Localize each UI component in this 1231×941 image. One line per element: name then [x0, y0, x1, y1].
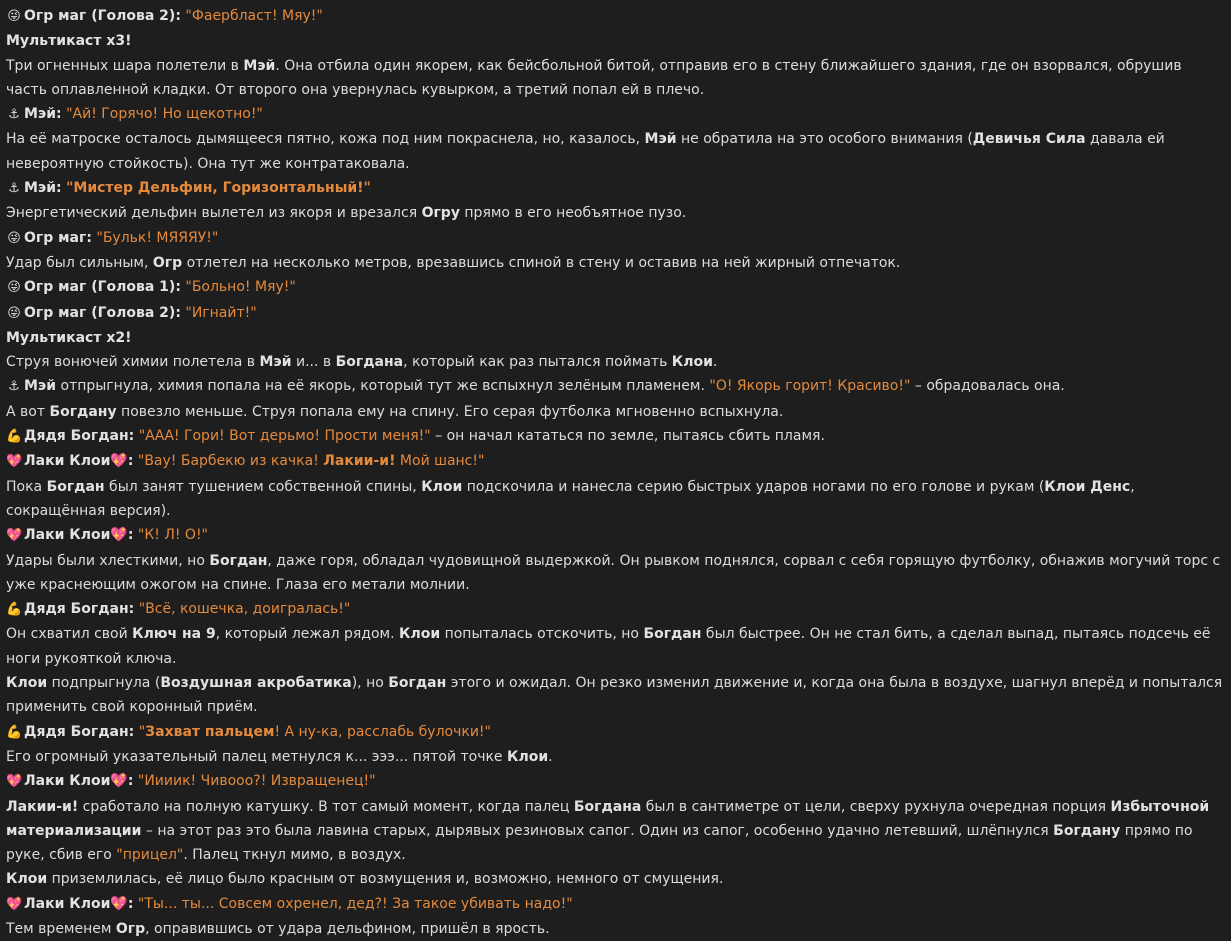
ogre-face-icon: 😜 [7, 280, 21, 296]
narration-paragraph [6, 795, 1223, 868]
bold-name: Лаки Клои [24, 453, 111, 470]
text-segment: этого и ожидал. Он резко изменил движение и, когда она была в воздухе, шагнул вперёд и попытался применить свой коронный приём. [6, 675, 1223, 716]
narration-paragraph [6, 127, 1223, 176]
bold-name: Клои Денс [1044, 478, 1131, 495]
text-segment: . Она отбила один якорем, как бейсбольной битой, отправив его в стену ближайшего здания, где он взорвался, обрушив часть оплавленной кладки. От второго она увернулась кувырком, а третий попал ей в плечо. [6, 57, 1182, 98]
text-segment: попыталась отскочить, но [440, 626, 644, 643]
text-segment: Удар был сильным, [6, 254, 153, 271]
quoted-speech: "К! Л! О!" [137, 527, 208, 544]
narration-paragraph [6, 917, 1223, 941]
text-segment: был занят тушением собственной спины, [104, 478, 422, 495]
quoted-speech: "О! Якорь горит! Красиво!" [709, 378, 911, 395]
dialogue-line [6, 769, 1223, 794]
text-segment: На её матроске осталось дымящееся пятно, кожа под ним покраснела, но, казалось, [6, 131, 645, 148]
quoted-speech: "Фаербласт! Мяу!" [185, 8, 323, 24]
bold-name: Лаки Клои [24, 527, 111, 544]
quoted-speech: "ААА! Гори! Вот дерьмо! Прости меня!" [138, 428, 431, 445]
dialogue-line [6, 597, 1223, 622]
quoted-speech: ! А ну-ка, расслабь булочки!" [274, 723, 491, 740]
text-segment: Три огненных шара полетели в [6, 57, 244, 74]
anchor-icon: ⚓ [8, 107, 20, 123]
quoted-speech: "прицел" [116, 847, 184, 864]
text-segment: отпрыгнула, химия попала на её якорь, который тут же вспыхнул зелёным пламенем. [56, 378, 710, 395]
narration-paragraph [6, 251, 1223, 275]
flexed-biceps-icon: 💪 [6, 429, 23, 445]
text-segment: , оправившись от удара дельфином, пришёл в ярость. [145, 920, 550, 937]
bold-name: Мэй [259, 354, 292, 371]
heart-icon: 💖 [110, 453, 128, 470]
text-segment: Струя вонючей химии полетела в [6, 354, 260, 371]
bold-name: Девичья Сила [972, 131, 1086, 148]
bold-name: Избыточной материализации [6, 798, 1210, 839]
dialogue-line [6, 102, 1223, 127]
ogre-face-icon: 😜 [7, 305, 21, 321]
bold-name: Клои [421, 478, 463, 495]
narration-paragraph [6, 745, 1223, 769]
text-segment: прямо по руке, сбив его [6, 822, 1193, 864]
dialogue-line [6, 449, 1223, 474]
bold-name: Огру [421, 205, 460, 222]
bold-name: Богдан [388, 675, 447, 692]
bold-name: Огр [115, 920, 146, 937]
text-segment: Удары были хлесткими, но [6, 552, 210, 569]
quoted-speech: "Больно! Мяу!" [185, 279, 296, 296]
bold-name: Мультикаст x3! [6, 33, 132, 50]
narration-paragraph [6, 201, 1223, 225]
dialogue-line [6, 424, 1223, 449]
text-segment: . Палец ткнул мимо, в воздух. [183, 847, 406, 864]
text-segment: прямо в его необъятное пузо. [459, 205, 687, 222]
dialogue-line [6, 720, 1223, 745]
bold-name: Богдану [49, 403, 117, 420]
bold-name: Огр маг (Голова 2): [24, 304, 181, 321]
dialogue-line [6, 4, 1223, 29]
bold-name: Дядя Богдан: [24, 428, 135, 445]
text-segment: , сокращённая версия). [6, 478, 1135, 519]
bold-name: Дядя Богдан: [24, 601, 135, 618]
text-segment: был быстрее. Он не стал бить, а сделал выпад, пытаясь подсечь её ноги рукояткой ключа. [6, 626, 1211, 667]
bold-name: Клои [671, 354, 713, 371]
quoted-speech: "Ты... ты... Совсем охренел, дед?! За такое убивать надо!" [137, 895, 573, 912]
quoted-speech: "Вау! Барбекю из качка! [137, 453, 324, 470]
heart-icon: 💖 [6, 454, 23, 470]
quoted-speech: Лакии-и! [323, 453, 396, 470]
heart-icon: 💖 [110, 527, 128, 544]
text-segment: А вот [6, 403, 50, 420]
text-segment: Энергетический дельфин вылетел из якоря и врезался [6, 205, 422, 222]
text-segment: , даже горя, обладал чудовищной выдержкой. Он рывком поднялся, сорвал с себя горящую футболку, обнажив могучий торс с уже краснеющим ожогом на спине. Глаза его метали молнии. [6, 552, 1221, 593]
bold-name: Богдан [209, 552, 268, 569]
dialogue-line [6, 301, 1223, 326]
bold-name: Богдана [573, 798, 642, 815]
ogre-face-icon: 😜 [7, 230, 21, 246]
text-segment: повезло меньше. Струя попала ему на спину. Его серая футболка мгновенно вспыхнула. [116, 403, 784, 420]
text-segment: – он начал кататься по земле, пытаясь сбить пламя. [430, 428, 825, 445]
dialogue-line [6, 176, 1223, 201]
bold-name: Ключ на 9 [132, 626, 216, 643]
bold-name: Огр [152, 254, 183, 271]
heart-icon: 💖 [110, 895, 128, 912]
bold-name: Воздушная акробатика [160, 675, 352, 692]
text-segment: Его огромный указательный палец метнулся к... эээ... пятой точке [6, 748, 507, 765]
bold-name: Клои [399, 626, 441, 643]
bold-name: Огр маг: [24, 229, 92, 246]
narration-paragraph [6, 549, 1223, 598]
narration-paragraph [6, 350, 1223, 374]
flexed-biceps-icon: 💪 [6, 602, 23, 618]
bold-name: : [127, 453, 134, 470]
bold-name: : [127, 895, 134, 912]
heart-icon: 💖 [6, 528, 23, 544]
bold-name: Клои [507, 748, 549, 765]
narration-paragraph [6, 475, 1223, 524]
quoted-speech: Захват пальцем [145, 723, 275, 740]
quoted-speech: "Мистер Дельфин, Горизонтальный!" [66, 180, 371, 197]
quoted-speech: "Игнайт!" [185, 304, 257, 321]
dialogue-line [6, 523, 1223, 548]
text-segment: Тем временем [6, 920, 116, 937]
bold-name: Лакии-и! [6, 798, 79, 815]
bold-name: Богдана [335, 354, 404, 371]
bold-name: Огр маг (Голова 1): [24, 279, 181, 296]
text-segment: ), но [351, 675, 389, 692]
ogre-face-icon: 😜 [7, 9, 21, 24]
dialogue-line [6, 275, 1223, 300]
bold-name: Богдан [643, 626, 702, 643]
bold-name: Мэй [243, 57, 276, 74]
bold-name: Мэй [644, 131, 677, 148]
narration-paragraph [6, 29, 1223, 53]
heart-icon: 💖 [6, 774, 23, 790]
narration-paragraph [6, 400, 1223, 424]
quoted-speech: "Иииик! Чивооо?! Извращенец!" [137, 773, 376, 790]
bold-name: : [127, 773, 134, 790]
text-segment: – обрадовалась она. [910, 378, 1065, 395]
narration-paragraph [6, 867, 1223, 891]
text-segment: приземлилась, её лицо было красным от возмущения и, возможно, немного от смущения. [47, 871, 724, 888]
heart-icon: 💖 [110, 773, 128, 790]
text-segment: отлетел на несколько метров, врезавшись спиной в стену и оставив на ней жирный отпечаток. [182, 254, 901, 271]
text-segment: , который лежал рядом. [215, 626, 399, 643]
quoted-speech: "Ай! Горячо! Но щекотно!" [66, 106, 263, 123]
text-segment: и... в [291, 354, 336, 371]
dialogue-line [6, 226, 1223, 251]
bold-name: Богдан [46, 478, 105, 495]
text-segment: сработало на полную катушку. В тот самый момент, когда палец [78, 798, 574, 815]
quoted-speech: Мой шанс!" [395, 453, 485, 470]
flexed-biceps-icon: 💪 [6, 724, 23, 740]
bold-name: Дядя Богдан: [24, 723, 135, 740]
bold-name: Лаки Клои [24, 773, 111, 790]
text-segment: был в сантиметре от цели, сверху рухнула очередная порция [641, 798, 1111, 815]
bold-name: Мэй: [24, 106, 62, 123]
text-segment: Он схватил свой [6, 626, 133, 643]
narration-paragraph [6, 374, 1223, 399]
quoted-speech: "Всё, кошечка, доигралась!" [138, 601, 351, 618]
bold-name: Мультикаст x2! [6, 329, 132, 346]
bold-name: Огр маг (Голова 2): [24, 8, 181, 24]
quoted-speech: "Бульк! МЯЯЯУ!" [96, 229, 219, 246]
quoted-speech: " [138, 723, 146, 740]
dialogue-line [6, 892, 1223, 917]
text-segment: – на этот раз это была лавина старых, дырявых резиновых сапог. Один из сапог, особенно удачно летевший, шлёпнулся [141, 822, 1054, 839]
text-segment: давала ей невероятную стойкость). Она тут же контратаковала. [6, 131, 1165, 172]
bold-name: Мэй [24, 378, 57, 395]
bold-name: Клои [6, 675, 48, 692]
text-segment: . [712, 354, 718, 371]
anchor-icon: ⚓ [8, 379, 20, 395]
text-segment: подскочила и нанесла серию быстрых ударов ногами по его голове и рукам ( [462, 478, 1045, 495]
bold-name: Клои [6, 871, 48, 888]
anchor-icon: ⚓ [8, 181, 20, 197]
bold-name: : [127, 527, 134, 544]
text-segment: подпрыгнула ( [47, 675, 161, 692]
text-segment: не обратила на это особого внимания ( [676, 131, 973, 148]
text-segment: , который как раз пытался поймать [403, 354, 672, 371]
bold-name: Лаки Клои [24, 895, 111, 912]
bold-name: Мэй: [24, 180, 62, 197]
narration-paragraph [6, 622, 1223, 671]
narration-paragraph [6, 54, 1223, 103]
heart-icon: 💖 [6, 896, 23, 912]
narration-paragraph [6, 326, 1223, 350]
narration-paragraph [6, 671, 1223, 720]
text-segment: . [548, 748, 553, 765]
text-segment: Пока [6, 478, 47, 495]
bold-name: Богдану [1053, 822, 1121, 839]
